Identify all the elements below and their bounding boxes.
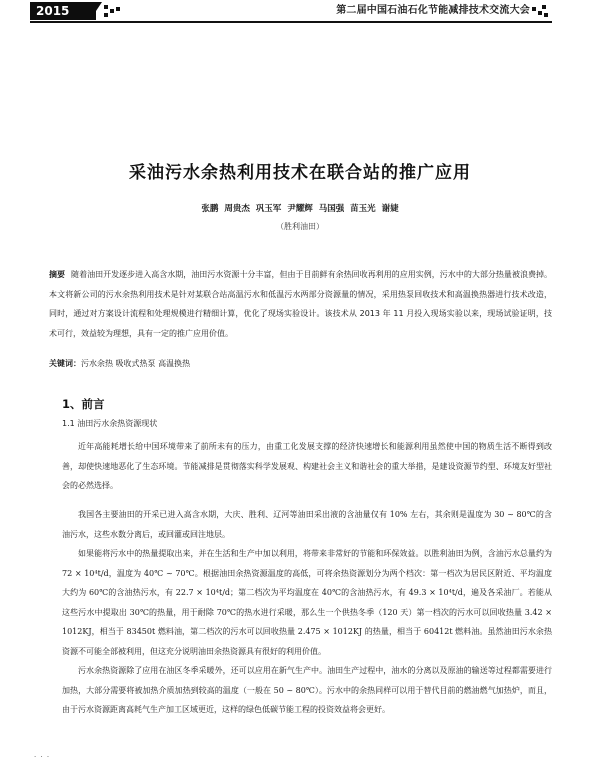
running-header: [0, 0, 600, 22]
body-paragraph: 我国各主要油田的开采已进入高含水期，大庆、胜利、辽河等油田采出液的含油量仅有 10% 左右，其余则是温度为 30 ~ 80℃的含油污水，这些水数分离后，或回灌或回注地层。: [62, 510, 552, 539]
article-title: 采油污水余热利用技术在联合站的推广应用: [129, 163, 471, 183]
keywords-label: 关键词：: [49, 359, 81, 368]
subsection-heading: 1.1 油田污水余热资源现状: [62, 419, 158, 428]
abstract: [49, 265, 552, 343]
abstract-text: 随着油田开发逐步进入高含水期，油田污水资源十分丰富，但由于目前鲜有余热回收再利用的应用实例，污水中的大部分热量被浪费掉。本文将新公司的污水余热利用技术是针对某联合站高温污水和低温污水两部分资源量的情况，采用热泵回收技术和高温换热器进行技术改造，同时，通过对方案设计流程和处理规模进行精细计算，优化了现场实验设计。该技术从 2013 年 11 月投入现场实验以来，现场试验证明，技术可行，效益较为理想，具有一定的推广应用价值。: [49, 270, 553, 338]
decorative-squares-icon: [532, 5, 548, 17]
keywords: [49, 358, 552, 369]
abstract-label: 摘要: [49, 270, 66, 279]
year-badge: 2015: [30, 2, 96, 20]
body-paragraph: 如果能将污水中的热量提取出来，并在生活和生产中加以利用，将带来非常好的节能和环保效益。以胜利油田为例，含油污水总量约为 72 × 10⁴t/d，温度为 40℃ ~ 70℃。根据油田余热资源温度的高低，可将余热资源划分为两个档次：第一档次为居民区附近、平均温度大约为 60℃的含油热污水，有 22.7 × 10⁴t/d；第二档次为平均温度在 40℃的含油热污水，有 49.3 × 10⁴t/d，遍及各采油厂。若能从这些污水中提取出 30℃的热量，用于耐除 70℃的热水进行采暖，那么生一个供热冬季（120 天）第一档次的污水可以回收热量 3.42 × 1012KJ，相当于 83450t 燃料油，第二档次的污水可以回收热量 2.475 × 1012KJ 的热量，相当于 60412t 燃料油。虽然油田污水余热资源不可能全部被利用，但这充分说明油田余热资源具有很好的利用价值。: [62, 549, 552, 656]
header-divider: [30, 21, 552, 23]
conference-name: 第二届中国石油石化节能减排技术交流大会: [336, 5, 530, 16]
year-badge-notch: [90, 2, 102, 20]
page-footer-mark: · · ·: [34, 753, 51, 761]
body-paragraph: 近年高能耗增长给中国环境带来了前所未有的压力，由重工化发展支撑的经济快速增长和能源利用虽然使中国的物质生活不断得到改善，却使快速地恶化了生态环境。节能减排是贯彻落实科学发展观、构建社会主义和谐社会的重大举措，是建设资源节约型、环境友好型社会的必然选择。: [62, 442, 552, 490]
author-list: 张鹏 周贵杰 巩玉军 尹耀辉 马国强 苗玉光 谢婕: [201, 204, 399, 214]
body-paragraph: 污水余热资源除了应用在油区冬季采暖外，还可以应用在新气生产中。油田生产过程中，油水的分离以及原油的输送等过程都需要进行加热，大部分需要将被加热介质加热到较高的温度（一般在 50 ~ 80℃）。污水中的余热同样可以用于替代目前的燃油燃气加热炉，而且，由于污水资源距离高耗气生产加工区域更近，这样的绿色低碳节能工程的投资效益将会更好。: [62, 666, 552, 714]
keywords-text: 污水余热 吸收式热泵 高温换热: [81, 359, 191, 368]
section-heading: 1、前言: [62, 397, 105, 411]
affiliation: （胜利油田）: [276, 222, 324, 231]
decorative-squares-icon: [104, 5, 122, 17]
